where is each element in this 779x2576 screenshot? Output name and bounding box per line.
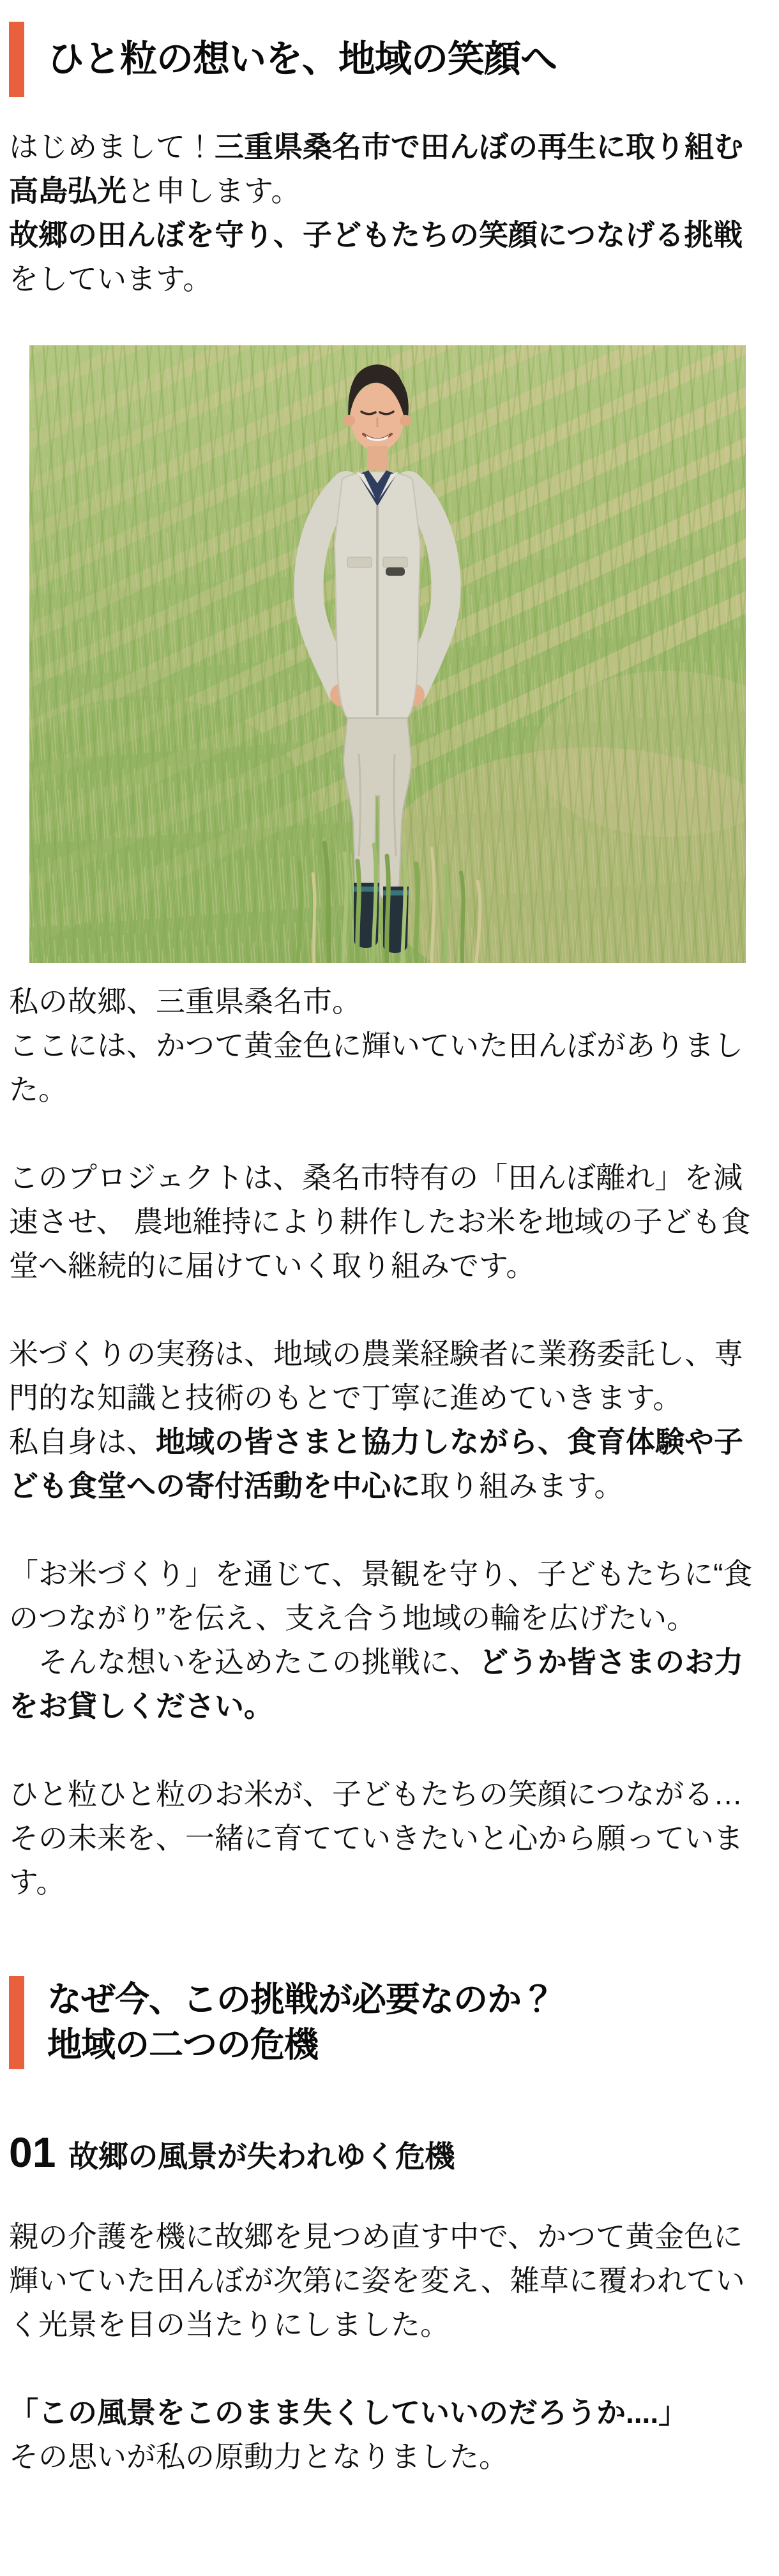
hero-heading-text: ひと粒の想いを、地域の笑顔へ (47, 38, 557, 80)
crisis-title: 故郷の風景が失われゆく危機 (68, 2139, 455, 2173)
text-run: 米づくりの実務は、地域の農業経験者に業務委託し、専門的な知識と技術のもとで丁寧に進めていきます。 (9, 1337, 743, 1414)
text-run-bold: 「この風景をこのまま失くしていいのだろうか....」 (9, 2396, 688, 2429)
intro-paragraph (9, 125, 766, 301)
text-run: 私自身は、 (9, 1425, 156, 1458)
text-run: ひと粒ひと粒のお米が、子どもたちの笑顔につながる… (9, 1778, 743, 1811)
rice-field-portrait-photo (29, 345, 746, 963)
rice-field-photo-illustration (29, 345, 746, 963)
why-heading-line2: 地域の二つの危機 (47, 2026, 318, 2064)
text-run: と申します。 (126, 174, 301, 207)
pocket-item (386, 567, 405, 576)
text-run: 親の介護を機に故郷を見つめ直す中で、かつて黄金色に輝いていた田んぼが次第に姿を変え、雑草に覆われていく光景を目の当たりにしました。 (9, 2220, 745, 2341)
why-heading-line1: なぜ今、この挑戦が必要なのか？ (47, 1980, 555, 2019)
ear (344, 415, 355, 426)
ear (400, 415, 411, 426)
paragraph-project (9, 1156, 766, 1288)
paragraph-practice (9, 1332, 766, 1508)
chest-pocket (347, 557, 372, 567)
hero-heading (9, 22, 766, 97)
crisis-01-heading (9, 2128, 766, 2176)
project-article (0, 22, 779, 2576)
text-run: その未来を、一緒に育てていきたいと心から願っています。 (9, 1822, 743, 1899)
crisis-number: 01 (9, 2129, 56, 2176)
paragraph-scene (9, 2215, 766, 2347)
paragraph-hometown (9, 980, 766, 1112)
text-run: をしています。 (9, 262, 213, 296)
why-heading-text (47, 1977, 555, 2069)
text-run: このプロジェクトは、桑名市特有の「田んぼ離れ」を減速させ、 農地維持により耕作したお米を地域の子ども食堂へ継続的に届けていく取り組みです。 (9, 1161, 751, 1282)
text-run-bold: 故郷の田んぼを守り、子どもたちの笑顔につなげる挑戦 (9, 218, 743, 251)
text-run-bold: どうか皆さまのお力をお貸しください。 (9, 1645, 743, 1723)
text-run-bold: 三重県桑名市で田んぼの再生に取り組む高島弘光 (9, 130, 743, 207)
paragraph-quote (9, 2391, 766, 2479)
text-run: そんな想いを込めたこの挑戦に、 (9, 1645, 479, 1679)
text-run: その思いが私の原動力となりました。 (9, 2440, 508, 2473)
paragraph-future (9, 1772, 766, 1905)
text-run: 「お米づくり」を通じて、景観を守り、子どもたちに“食のつながり”を伝え、支え合う地域の輪を広げたい。 (9, 1557, 753, 1635)
neck (367, 446, 388, 470)
paragraph-wish (9, 1552, 766, 1728)
text-run: 私の故郷、三重県桑名市。 (9, 985, 361, 1018)
text-run-bold: 地域の皆さまと協力しながら、食育体験や子ども食堂への寄付活動を中心に (9, 1425, 743, 1502)
text-run: ここには、かつて黄金色に輝いていた田んぼがありました。 (9, 1029, 743, 1106)
text-run: はじめまして！ (9, 130, 215, 163)
chest-pocket (383, 557, 407, 567)
text-run: 取り組みます。 (420, 1469, 624, 1502)
why-section-heading (9, 1976, 766, 2069)
